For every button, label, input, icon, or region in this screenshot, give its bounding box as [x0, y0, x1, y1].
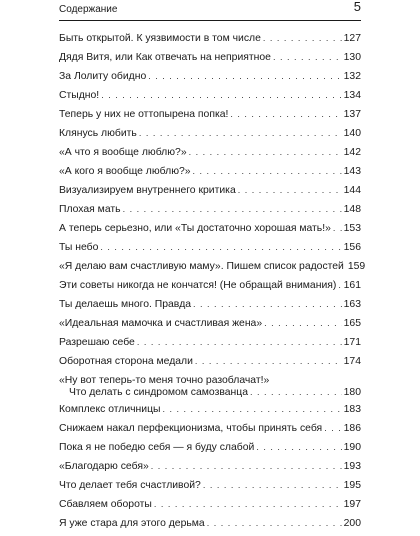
dot-leader: [230, 108, 341, 121]
toc-entry[interactable]: [59, 441, 361, 460]
toc-entry-page: 197: [343, 499, 361, 510]
toc-entry-title: Сбавляем обороты: [59, 499, 152, 510]
toc-entry-page: 193: [343, 461, 361, 472]
toc-entry-page: 200: [343, 518, 361, 529]
toc-entry[interactable]: [59, 403, 361, 422]
dot-leader: [333, 222, 342, 235]
toc-entry-page: 190: [343, 442, 361, 453]
dot-leader: [123, 203, 342, 216]
dot-leader: [163, 403, 342, 416]
toc-entry-page: 127: [343, 33, 361, 44]
toc-entry-page: 163: [343, 299, 361, 310]
toc-entry[interactable]: [59, 222, 361, 241]
toc-entry[interactable]: [59, 51, 361, 70]
header-rule: [59, 20, 361, 21]
toc-entry-page: 171: [343, 337, 361, 348]
dot-leader: [273, 51, 342, 64]
toc-entry-page: 153: [343, 223, 361, 234]
table-of-contents: [59, 32, 366, 536]
dot-leader: [263, 32, 342, 45]
toc-entry-title: За Лолиту обидно: [59, 71, 147, 82]
toc-entry[interactable]: [59, 32, 361, 51]
toc-entry-page: 161: [343, 280, 361, 291]
toc-entry-page: 186: [343, 423, 361, 434]
toc-entry-title: Я уже стара для этого дерьма: [59, 518, 205, 529]
toc-entry-title: «А кого я вообще люблю?»: [59, 166, 191, 177]
toc-entry-title: Эти советы никогда не кончатся! (Не обращай внимания): [59, 280, 337, 291]
toc-entry-page: 137: [343, 109, 361, 120]
toc-entry-title: Ты небо: [59, 242, 99, 253]
toc-entry-page: 148: [343, 204, 361, 215]
toc-entry[interactable]: [59, 146, 361, 165]
toc-entry-page: 174: [343, 356, 361, 367]
toc-entry[interactable]: [59, 498, 361, 517]
dot-leader: [137, 336, 342, 349]
dot-leader: [256, 441, 341, 454]
toc-entry-page: 134: [343, 90, 361, 101]
toc-entry[interactable]: [59, 460, 361, 479]
dot-leader: [250, 386, 342, 399]
toc-entry[interactable]: [59, 422, 361, 441]
toc-entry[interactable]: [59, 317, 361, 336]
toc-entry-title: Стыдно!: [59, 90, 100, 101]
toc-entry[interactable]: [59, 70, 361, 89]
dot-leader: [193, 165, 342, 178]
dot-leader: [139, 127, 342, 140]
dot-leader: [148, 70, 341, 83]
toc-entry-title: Разрешаю себе: [59, 337, 135, 348]
page-header: [59, 0, 361, 16]
toc-entry-title: Комплекс отличницы: [59, 404, 161, 415]
toc-entry-title: Дядя Витя, или Как отвечать на неприятное: [59, 52, 271, 63]
toc-entry-title: Снижаем накал перфекционизма, чтобы принять себя: [59, 423, 323, 434]
toc-entry-page: 183: [343, 404, 361, 415]
dot-leader: [100, 241, 341, 254]
toc-entry-title: Быть открытой. К уязвимости в том числе: [59, 33, 261, 44]
toc-entry-title: Что делает тебя счастливой?: [59, 480, 201, 491]
toc-entry-page: 142: [343, 147, 361, 158]
toc-entry-title: «Идеальная мамочка и счастливая жена»: [59, 318, 263, 329]
toc-entry[interactable]: [59, 260, 366, 279]
toc-entry[interactable]: [59, 89, 361, 108]
toc-entry-title: Визуализируем внутреннего критика: [59, 185, 236, 196]
dot-leader: [207, 517, 342, 530]
dot-leader: [264, 317, 342, 330]
toc-entry-page: 144: [343, 185, 361, 196]
dot-leader: [238, 184, 342, 197]
running-header-title: Содержание: [59, 4, 118, 15]
dot-leader: [101, 89, 341, 102]
toc-entry[interactable]: [59, 374, 361, 403]
toc-entry[interactable]: [59, 184, 361, 203]
toc-entry-page: 156: [343, 242, 361, 253]
dot-leader: [203, 479, 342, 492]
toc-entry[interactable]: [59, 298, 361, 317]
dot-leader: [154, 498, 342, 511]
toc-entry-title: Оборотная сторона медали: [59, 356, 193, 367]
toc-entry-title: Клянусь любить: [59, 128, 137, 139]
dot-leader: [195, 355, 342, 368]
toc-entry-subtitle: Что делать с синдромом самозванца: [69, 387, 248, 398]
dot-leader: [324, 422, 341, 435]
toc-entry[interactable]: [59, 241, 361, 260]
toc-entry-title: «Благодарю себя»: [59, 461, 149, 472]
toc-entry-page: 132: [343, 71, 361, 82]
toc-entry[interactable]: [59, 336, 361, 355]
toc-entry-page: 130: [343, 52, 361, 63]
toc-entry-title: «А что я вообще люблю?»: [59, 147, 187, 158]
toc-entry[interactable]: [59, 279, 361, 298]
toc-entry-page: 143: [343, 166, 361, 177]
toc-entry[interactable]: [59, 203, 361, 222]
toc-entry[interactable]: [59, 108, 361, 127]
toc-entry-page: 140: [343, 128, 361, 139]
toc-entry-title: «Ну вот теперь-то меня точно разоблачат!»: [59, 375, 270, 386]
toc-entry-title: Плохая мать: [59, 204, 121, 215]
toc-entry-page: 180: [343, 387, 361, 398]
toc-entry-title: Пока я не победю себя — я буду слабой: [59, 442, 255, 453]
toc-entry[interactable]: [59, 479, 361, 498]
dot-leader: [189, 146, 342, 159]
toc-entry-title: Ты делаешь много. Правда: [59, 299, 192, 310]
toc-entry-page: 159: [347, 261, 366, 272]
toc-entry-page: 195: [343, 480, 361, 491]
toc-entry[interactable]: [59, 165, 361, 184]
toc-entry[interactable]: [59, 127, 361, 146]
toc-entry[interactable]: [59, 355, 361, 374]
toc-entry-title: А теперь серьезно, или «Ты достаточно хорошая мать!»: [59, 223, 331, 234]
dot-leader: [151, 460, 342, 473]
page-number: 5: [353, 0, 361, 14]
dot-leader: [193, 298, 342, 311]
dot-leader: [338, 279, 341, 292]
toc-entry-title: Теперь у них не оттопырена попка!: [59, 109, 229, 120]
toc-entry-page: 165: [343, 318, 361, 329]
toc-entry[interactable]: [59, 517, 361, 536]
toc-entry-title: «Я делаю вам счастливую маму». Пишем список радостей: [59, 261, 344, 272]
